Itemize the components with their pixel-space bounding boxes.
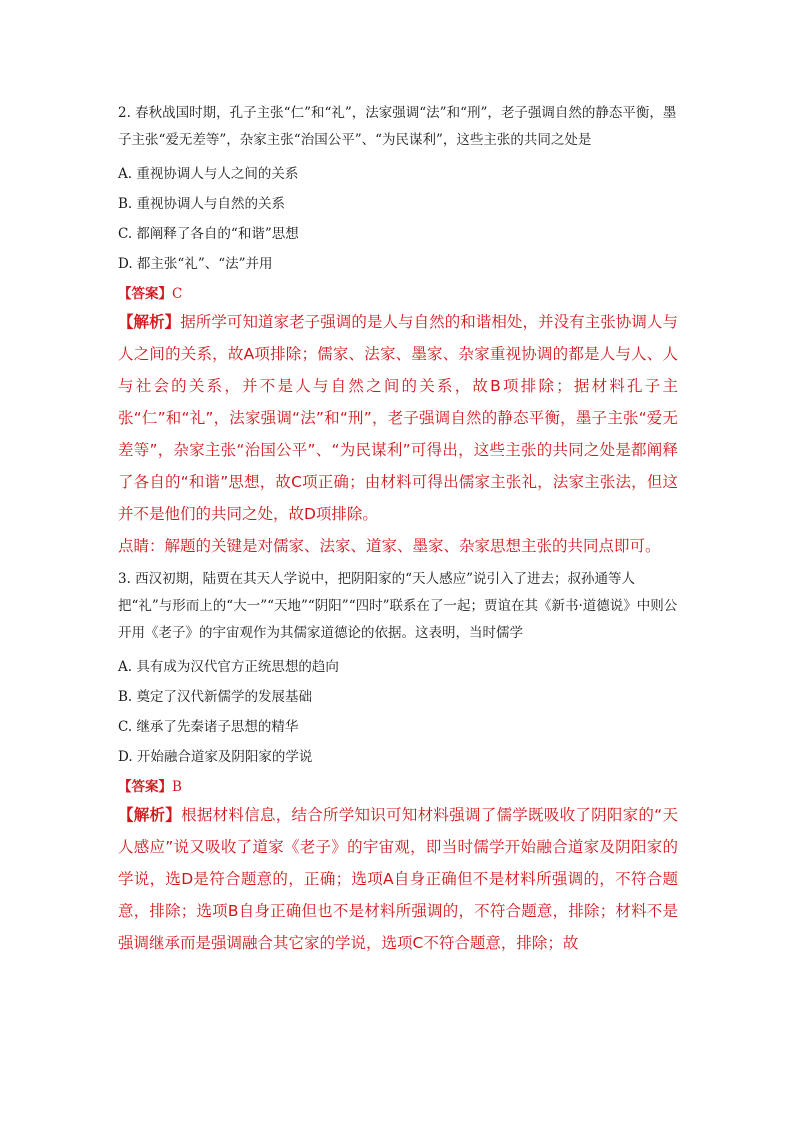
question-3-option-d: D. 开始融合道家及阴阳家的学说 — [118, 749, 313, 765]
question-2-option-b: B. 重视协调人与自然的关系 — [118, 196, 286, 212]
analysis-tag: 【解析】 — [118, 806, 182, 824]
answer-tag: 【答案】 — [118, 779, 172, 795]
analysis-text: 根据材料信息，结合所学知识可知材料强调了儒学既吸收了阴阳家的“天人感应”说又吸收了道家《老子》的宇宙观，即当时儒学开始融合道家及阴阳家的学说，选D是符合题意的，正确；选项A自身正确但不是材料所强调的，不符合题意，排除；选项B自身正确但也不是材料所强调的，不符合题意，排除；材料不是强调继承而是强调融合其它家的学说，选项C不符合题意，排除；故 — [118, 806, 678, 952]
question-2-analysis — [118, 306, 678, 530]
analysis-text: 据所学可知道家老子强调的是人与自然的和谐相处，并没有主张协调人与人之间的关系，故A项排除；儒家、法家、墨家、杂家重视协调的都是人与人、人与社会的关系，并不是人与自然之间的关系，故B项排除；据材料孔子主张“仁”和“礼”，法家强调“法”和“刑”，老子强调自然的静态平衡，墨子主张“爱无差等”，杂家主张“治国公平”、“为民谋利”可得出，这些主张的共同之处是都阐释了各自的“和谐”思想，故C项正确；由材料可得出儒家主张礼，法家主张法，但这并不是他们的共同之处，故D项排除。 — [118, 313, 678, 523]
question-3-analysis — [118, 799, 678, 959]
question-3-option-c: C. 继承了先秦诸子思想的精华 — [118, 719, 299, 735]
analysis-tag: 【解析】 — [118, 313, 181, 331]
question-3-option-a: A. 具有成为汉代官方正统思想的趋向 — [118, 659, 339, 675]
answer-value: B — [172, 779, 182, 795]
question-3-option-b: B. 奠定了汉代新儒学的发展基础 — [118, 689, 313, 705]
question-2-option-c: C. 都阐释了各自的“和谐”思想 — [118, 226, 299, 242]
question-2-option-d: D. 都主张“礼”、“法”并用 — [118, 256, 273, 272]
answer-tag: 【答案】 — [118, 286, 172, 302]
question-3-answer — [118, 777, 678, 797]
page-content — [118, 100, 678, 959]
question-2-answer — [118, 284, 678, 304]
question-2-tip: 点睛：解题的关键是对儒家、法家、道家、墨家、杂家思想主张的共同点即可。 — [118, 537, 661, 555]
answer-value: C — [172, 286, 183, 302]
question-3-stem: 3. 西汉初期，陆贾在其天人学说中，把阴阳家的“天人感应”说引入了进去；叔孙通等人把“礼”与形而上的“大一”“天地”“阴阳”“四时”联系在了一起；贾谊在其《新书·道德说》中则公开用《老子》的宇宙观作为其儒家道德论的依据。这表明，当时儒学 — [118, 571, 678, 641]
question-2-option-a: A. 重视协调人与人之间的关系 — [118, 166, 299, 182]
question-2-stem: 2. 春秋战国时期，孔子主张“仁”和“礼”，法家强调“法”和“刑”，老子强调自然的静态平衡，墨子主张“爱无差等”，杂家主张“治国公平”、“为民谋利”，这些主张的共同之处是 — [118, 105, 677, 148]
